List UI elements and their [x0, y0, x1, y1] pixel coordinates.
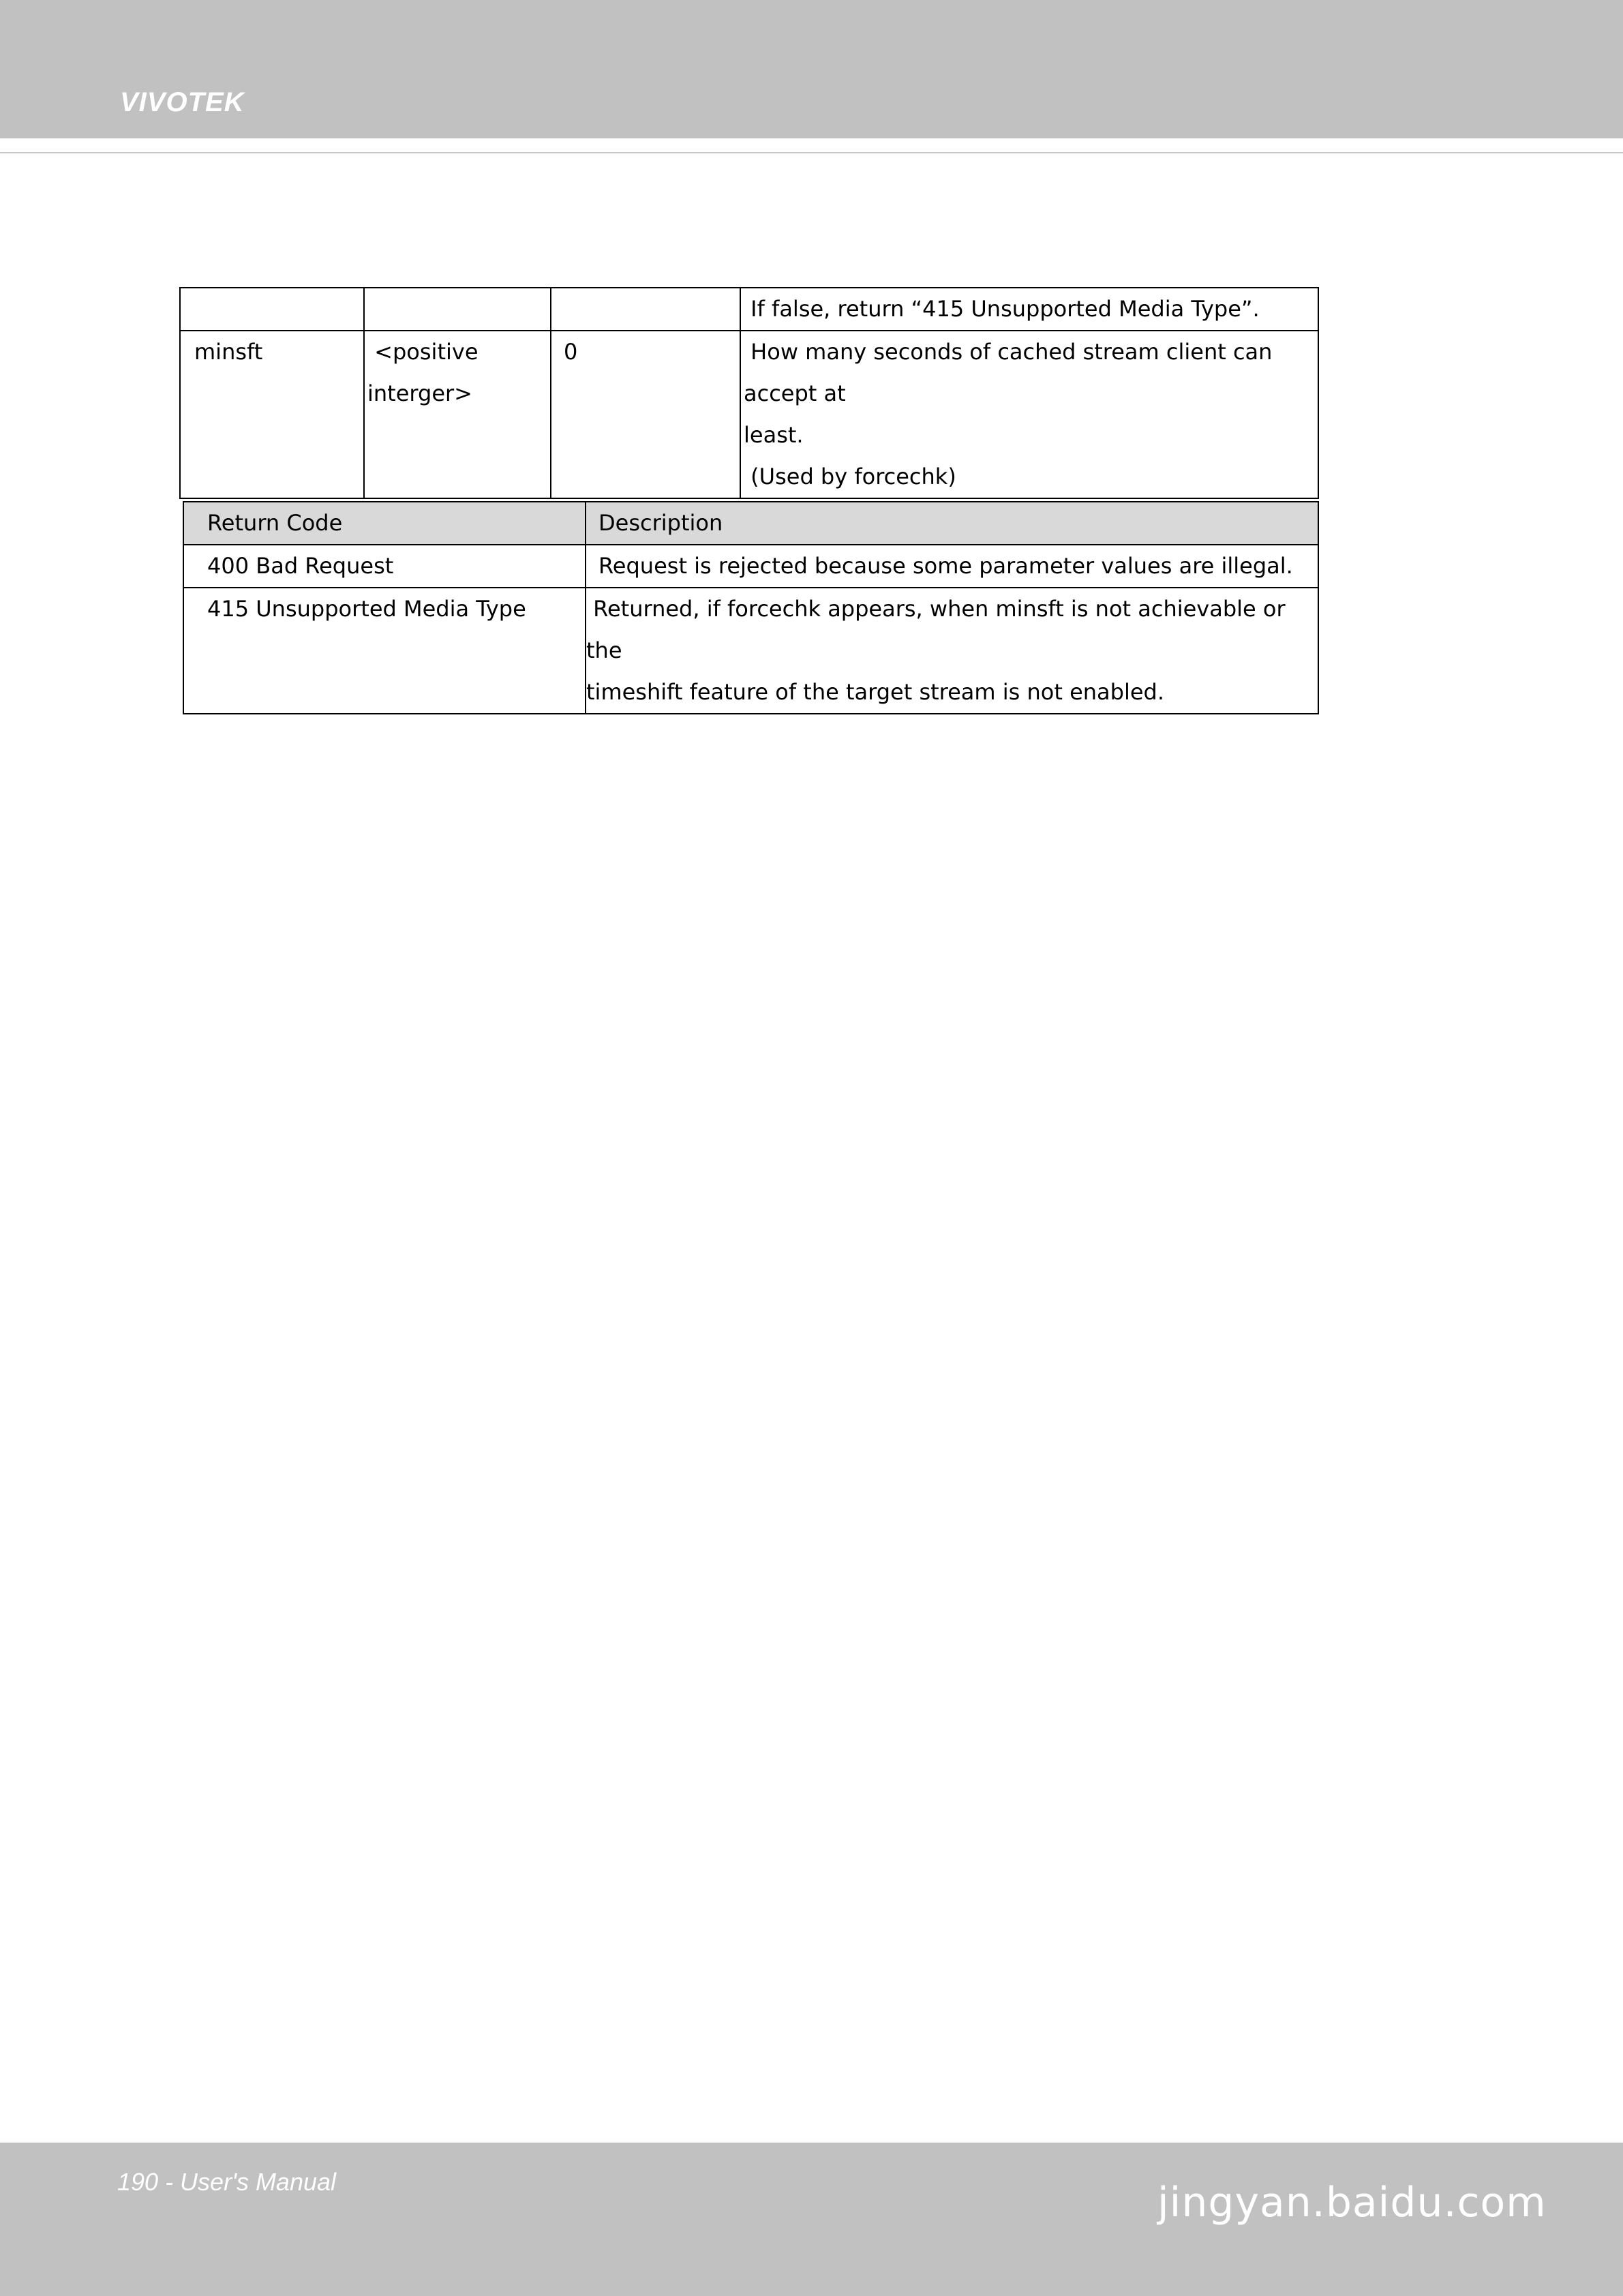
return-code-header: Return Code: [183, 502, 586, 545]
brand-logo: VIVOTEK: [120, 87, 245, 117]
page-number: 190 - User's Manual: [117, 2168, 337, 2196]
watermark-url: jingyan.baidu.com: [1157, 2179, 1547, 2226]
parameter-table: [179, 287, 1319, 499]
return-code-cell: 415 Unsupported Media Type: [183, 588, 586, 714]
default-cell: 0: [551, 331, 740, 498]
table-row: [183, 588, 1318, 714]
description-cell: Returned, if forcechk appears, when minsft is not achievable or the timeshift feature of the target stream is not enabled.: [586, 588, 1318, 714]
baidu-watermark-icon: [1152, 2052, 1595, 2150]
header-divider: [0, 152, 1623, 153]
parameter-cell: [180, 288, 364, 331]
value-cell: [364, 288, 551, 331]
table-row: [183, 545, 1318, 588]
return-code-cell: 400 Bad Request: [183, 545, 586, 588]
table-header-row: [183, 502, 1318, 545]
watermark-bai: Bai du 经验: [1152, 2063, 1595, 2150]
description-cell: If false, return “415 Unsupported Media Type”.: [740, 288, 1318, 331]
description-cell: Request is rejected because some parameter values are illegal.: [586, 545, 1318, 588]
value-cell: <positive interger>: [364, 331, 551, 498]
default-cell: [551, 288, 740, 331]
description-header: Description: [586, 502, 1318, 545]
table-row: [180, 288, 1318, 331]
return-code-table: [183, 501, 1319, 714]
parameter-cell: minsft: [180, 331, 364, 498]
description-cell: How many seconds of cached stream client can accept at least. (Used by forcechk): [740, 331, 1318, 498]
table-row: [180, 331, 1318, 498]
